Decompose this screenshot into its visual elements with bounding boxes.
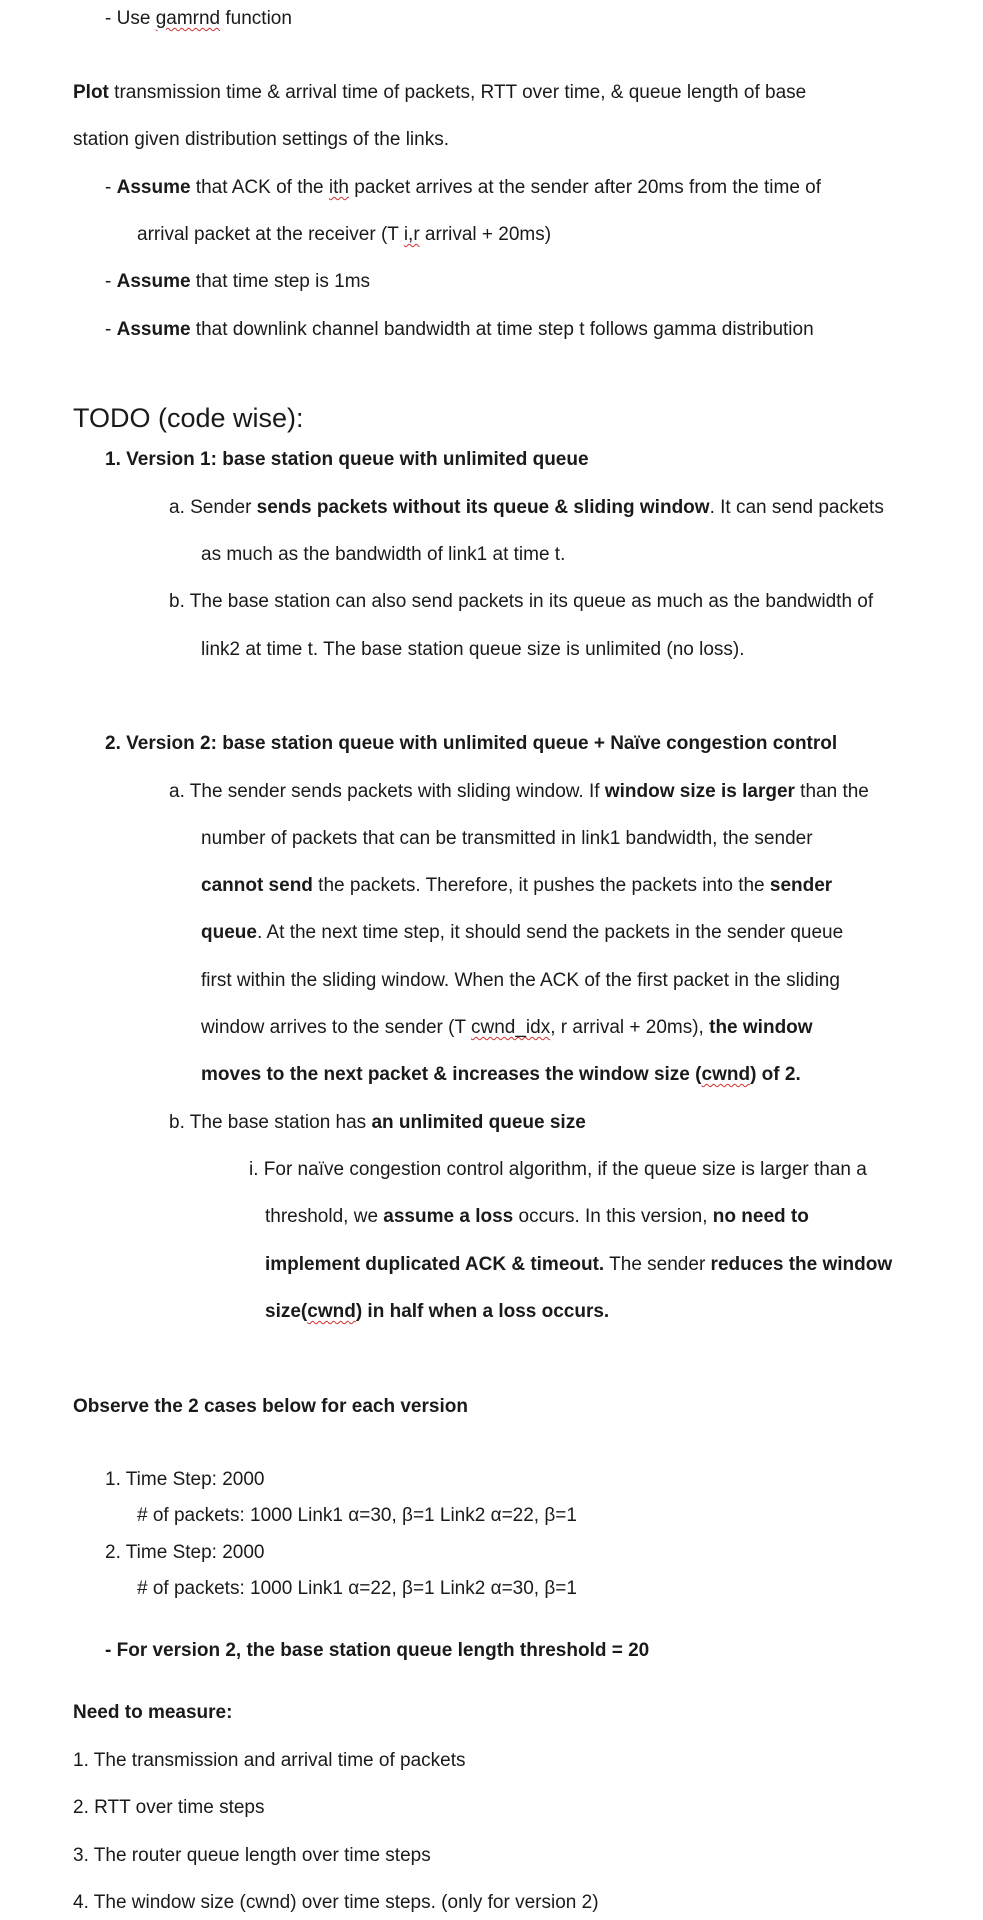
v2-item-a-line-2: number of packets that can be transmitted in link1 bandwidth, the sender [201,828,813,849]
v2-item-a-line-1: a. The sender sends packets with sliding window. If window size is larger than the [169,781,869,802]
assume-gamma: - Assume that downlink channel bandwidth at time step t follows gamma distribution [105,319,814,340]
v2-item-a-line-4: queue. At the next time step, it should send the packets in the sender queue [201,922,844,943]
spellcheck-word: gamrnd [155,8,221,29]
measure-item: 2. RTT over time steps [73,1797,265,1818]
version-1-title: 1. Version 1: base station queue with unlimited queue [105,449,589,470]
measure-item: 3. The router queue length over time steps [73,1845,431,1866]
v2-item-i-line-2: threshold, we assume a loss occurs. In this version, no need to [265,1206,809,1227]
v1-item-b-line-1: b. The base station can also send packets in its queue as much as the bandwidth of [169,591,874,612]
measure-title: Need to measure: [73,1702,233,1723]
plot-paragraph-line-2: station given distribution settings of the links. [73,129,449,150]
v2-item-b: b. The base station has an unlimited queue size [169,1112,586,1133]
case-1-detail: # of packets: 1000 Link1 α=30, β=1 Link2 α=22, β=1 [137,1505,577,1526]
threshold-note: - For version 2, the base station queue length threshold = 20 [105,1640,650,1661]
assume-ack-line-1: - Assume that ACK of the ith packet arrives at the sender after 20ms from the time of [105,177,822,198]
v2-item-a-line-7: moves to the next packet & increases the window size (cwnd) of 2. [201,1064,801,1085]
observe-title: Observe the 2 cases below for each version [73,1396,468,1417]
assume-ack-line-2: arrival packet at the receiver (T i,r arrival + 20ms) [137,224,552,245]
v2-item-a-line-6: window arrives to the sender (T cwnd_idx, r arrival + 20ms), the window [201,1017,813,1038]
case-2-title: 2. Time Step: 2000 [105,1542,265,1563]
v2-item-a-line-3: cannot send the packets. Therefore, it pushes the packets into the sender [201,875,833,896]
assume-timestep: - Assume that time step is 1ms [105,271,371,292]
gamrnd-note: - Use gamrnd function [105,8,292,29]
v2-item-i-line-3: implement duplicated ACK & timeout. The sender reduces the window [265,1254,893,1275]
v2-item-i-line-4: size(cwnd) in half when a loss occurs. [265,1301,610,1322]
version-2-title: 2. Version 2: base station queue with unlimited queue + Naïve congestion control [105,733,838,754]
measure-item: 4. The window size (cwnd) over time steps. (only for version 2) [73,1892,599,1913]
v1-item-a-line-1: a. Sender sends packets without its queue & sliding window. It can send packets [169,497,884,518]
plot-paragraph-line-1: Plot transmission time & arrival time of packets, RTT over time, & queue length of base [73,82,807,103]
v2-item-i-line-1: i. For naïve congestion control algorithm, if the queue size is larger than a [249,1159,867,1180]
v1-item-b-line-2: link2 at time t. The base station queue size is unlimited (no loss). [201,639,745,660]
case-2-detail: # of packets: 1000 Link1 α=22, β=1 Link2 α=30, β=1 [137,1578,577,1599]
case-1-title: 1. Time Step: 2000 [105,1469,265,1490]
todo-heading: TODO (code wise): [73,403,304,433]
measure-item: 1. The transmission and arrival time of packets [73,1750,466,1771]
v2-item-a-line-5: first within the sliding window. When the ACK of the first packet in the sliding [201,970,840,991]
v1-item-a-line-2: as much as the bandwidth of link1 at time t. [201,544,566,565]
